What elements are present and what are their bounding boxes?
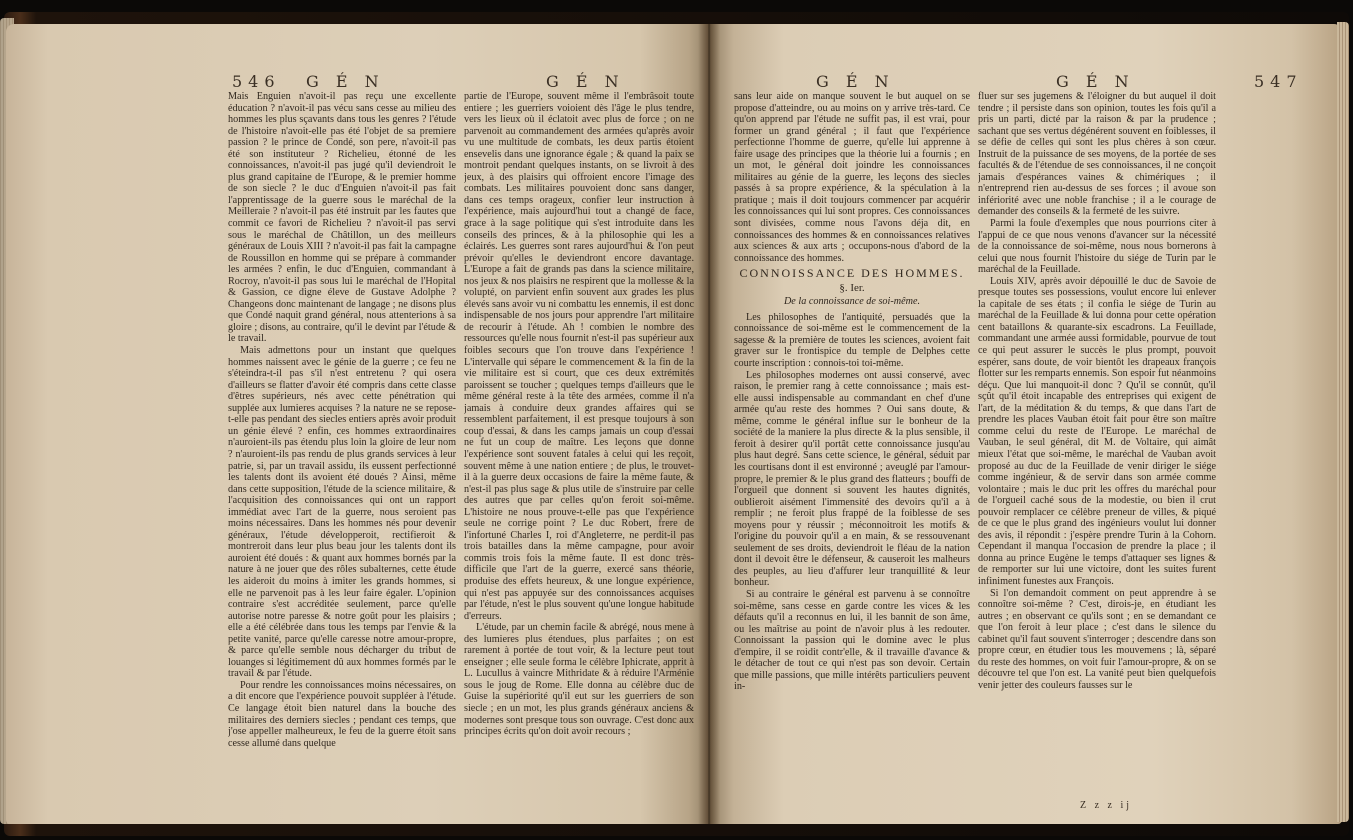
running-head-left-col2: G É N [546,72,625,91]
paragraph: Les philosophes modernes ont aussi conservé, avec raison, le premier rang à cette connoissance ; mais est-elle aussi indispensable au commandant en chef d'une armée qu'au reste des hommes ? Oui sans doute, & même, comme le général influe sur le bonheur de la société de la maniere la plus directe & la plus sensible, il feroit à desirer qu'il portât cette connoissance jusqu'au plus haut degré. Sans cette science, le général, séduit par les courtisans dont il est environné ; aveuglé par l'amour-propre, le premier & le plus grand des flatteurs ; bouffi de l'orgueil que donnent si souvent les hautes dignités, oublieroit aisément l'immensité des devoirs qu'il a à remplir ; ne feroit plus frappé de la foiblesse de ses moyens pour y réussir ; méconnoitroit les motifs & l'origine du pouvoir qu'il a en main, & se ressouvenant seulement de ses droits, deviendroit le fléau de la nation dont il devoit être le défenseur, & causeroit les malheurs des peuples, au lieu d'affurer leur tranquillité & leur bonheur. [734,369,970,589]
running-head-left-col1: G É N [306,72,385,91]
page-edges-right [1337,22,1349,822]
top-border [0,0,1353,12]
paragraph: Si au contraire le général est parvenu à se connoître soi-même, sans cesse en garde contre les vices & les défauts qu'il a reconnus en lui, il les bannit de son âme, ou les maîtrise au point de n'avoir plus à les redouter. Connoissant la passion qui le domine avec le plus d'empire, il se roidit contr'elle, & il travaille d'avance & le détacher de tout ce qui n'est pas son devoir. Certain que mille passions, que mille intérêts particuliers peuvent in- [734,588,970,693]
page-number-right: 547 [1254,72,1303,91]
section-subtitle: De la connoissance de soi-même. [783,296,921,308]
left-column-1 [228,91,456,813]
running-head-right-col1: G É N [816,72,895,91]
paragraph: Mais admettons pour un instant que quelques hommes naissent avec le génie de la guerre ; ce feu ne s'éteindra-t-il pas s'il n'est entretenu ? qui osera d'ailleurs se flatter d'avoir été compris dans cette classe d'êtres supérieurs, nés avec cette pénétration qui supplée aux lumieres acquises ? la nature ne se repose-t-elle pas pendant des siecles entiers après avoir produit un génie élevé ? enfin, ces hommes extraordinaires n'auroient-ils pas étendu plus loin la gloire de leur nom ? n'auroient-ils pas rendu de plus grands services à leur patrie, si, par un travail assidu, ils eussent perfectionné les talents dont ils avoient été doués ? Ainsi, même dans cette supposition, l'étude de la science militaire, & l'acquisition des connoissances qui ont un rapport immédiat avec l'art de la guerre, nous seroient pas moins nécessaires. Dans les hommes nés pour devenir généraux, l'étude développeroit, rectifieroit & montreroit dans leur plus beau jour les talents dont ils auroient été doués : & quant aux hommes bornés par la nature à ne jouer que des rôles subalternes, cette étude les aideroit du moins à imiter les grands hommes, si elle ne parvenoit pas à les leur faire égaler. L'opinion contraire s'est accréditée seulement, parce qu'elle autorise notre paresse & notre goût pour les plaisirs ; elle a été célébrée dans tous les temps par l'envie & la petite vanité, parce qu'elle caresse notre amour-propre, & parce qu'elle semble nous décharger du tribut de louanges si légitimement dû aux hommes formés par le travail & par l'étude. [228,345,456,680]
left-page [6,24,710,824]
right-column-1 [734,91,970,803]
right-page [708,24,1342,824]
book-gutter [698,24,720,824]
paragraph: partie de l'Europe, souvent même il l'embrâsoit toute entiere ; les guerriers voioient dès l'âge le plus tendre, vers les lieux où il éclatoit avec plus de force ; on ne parvenoit au commandement des armées qu'après avoir vu une multitude de combats, les deux partis étoient ensevelis dans une ignorance égale ; & quand la paix se montroit pendant quelques instants, on se livroit à des jeux, à des plaisirs qui offroient encore l'image des combats. Les militaires pouvoient donc sans danger, dans ces temps orageux, confier leur instruction à l'expérience, mais aujourd'hui tout a changé de face, grace à la sage politique qui s'est introduite dans les conseils des princes, & à la philosophie qui les a éclairés. Les guerres sont rares aujourd'hui & l'on peut prévoir qu'elles le deviendront encore davantage. L'Europe a fait de grands pas dans la science militaire, nos jeux & nos plaisirs ne respirent que la mollesse & la volupté, on parvient enfin souvent aux grades les plus élevés sans avoir vu ni combattu les ennemis, il est donc indispensable de nos jours pour apprendre l'art militaire de recourir à l'étude. Ah ! combien le nombre des ressources qu'elle nous fournit n'est-il pas supérieur aux foibles secours que l'on trouve dans l'expérience ! L'intervalle qui sépare le commencement & la fin de la vie militaire est si court, que ces deux extrémités paroissent se toucher ; quelques temps d'ailleurs que le même général reste à la tête des armées, comme il n'a jamais à conduire deux grandes affaires qui se ressemblent parfaitement, il est presque toujours à son coup d'essai, & dans les camps jamais un coup d'essai ne fut un coup de maître. Les leçons que donne l'expérience sont souvent fatales à celui qui les reçoit, souvent même à une nation entiere ; de plus, le trouvet-il à la guerre deux occasions de faire la même faute, & n'est-il pas plus sage & plus utile de s'instruire par celle des autres que par celles qu'on feroit soi-même. L'histoire ne nous prouve-t-elle pas que l'expérience seule ne corrige point ? Le duc Robert, frere de l'infortuné Charles I, roi d'Angleterre, ne perdit-il pas trois batailles dans la même campagne, pour avoir commis trois fois la même faute. Il est donc très-difficile que l'art de la guerre, exercé sans théorie, produise des effets heureux, & une longue expérience, qui n'est pas appuyée sur des connoissances acquises par l'étude, n'est le plus souvent qu'une longue habitude d'erreurs. [464,91,694,622]
paragraph: Mais Enguien n'avoit-il pas reçu une excellente éducation ? n'avoit-il pas vécu sans cesse au milieu des hommes les plus sçavants dans tous les genres ? l'étude de l'histoire n'avoit-elle pas été l'objet de sa premiere passion ? le prince de Condé, son pere, n'avoit-il pas été son instituteur ? Richelieu, étonné de les connoissances, n'avoit-il pas jugé qu'il deviendroit le plus grand capitaine de l'Europe, & le premier homme de son siecle ? le duc d'Enguien n'avoit-il pas fait l'apprentissage de la guerre sous le maréchal de la Meilleraie ? n'avoit-il pas été instruit par les fautes que commit ce favori de Richelieu ? n'avoit-il pas servi sous le maréchal de Châtillon, un des meilleurs généraux de Louis XIII ? n'avoit-il pas fait la campagne de Roussillon en homme qui se prépare à commander les armées ? enfin, le duc d'Enguien, commandant à Rocroy, n'avoit-il pas sous lui le maréchal de l'Hopital & Gassion, ce digne éleve de Gustave Adolphe ? Changeons donc maintenant de langage ; ne disons plus que Condé naquit grand général, nous attenterions à sa gloire ; disons, au contraire, qu'il le devint par l'étude & le travail. [228,91,456,345]
section-title: CONNOISSANCE DES HOMMES. [739,266,965,281]
paragraph: Pour rendre les connoissances moins nécessaires, on a dit encore que l'expérience pouvoit suppléer à l'étude. Ce langage étoit bien naturel dans la bouche des militaires des derniers siecles ; pendant ces temps, que j'ose appeller malheureux, le feu de la guerre étoit sans cesse allumé dans quelque [228,679,456,749]
section-number: §. Ier. [839,281,865,294]
signature-mark: Z z z ij [1080,800,1133,811]
paragraph: Parmi la foule d'exemples que nous pourrions citer à l'appui de ce que nous venons d'avancer sur la nécessité de la connoissance de soi-même, nous nous bornerons à celui que nous fournit l'histoire du siége de Turin par le maréchal de la Feuillade. [978,218,1216,276]
paragraph: Si l'on demandoit comment on peut apprendre à se connoître soi-même ? C'est, dirois-je, en étudiant les autres ; en observant ce qu'ils sont ; en se demandant ce que l'on feroit à leur place ; c'est dans le silence du cabinet qu'il faut souvent s'interroger ; descendre dans son propre cœur, en étudier tous les mouvemens ; là, séparé du reste des hommes, on voit fuir l'amour-propre, & on se découvre tel que l'on est. La vanité peut bien quelquefois venir jetter des couleurs fausses sur le [978,587,1216,691]
page-number-left: 546 [232,72,281,91]
paragraph: sans leur aide on manque souvent le but auquel on se propose d'atteindre, ou au moins on y arrive très-tard. Ce qu'on apprend par l'étude ne suffit pas, il est vrai, pour former un grand général ; il faut que l'expérience perfectionne l'homme de guerre, qu'elle lui apprenne à faire usage des principes que la théorie lui a fournis ; en un mot, le général doit joindre les connoissances militaires au génie de la guerre, les leçons des siecles passés à sa propre expérience, & la spéculation à la pratique ; mais il doit toujours commencer par acquérir les connoissances qui lui sont propres. Ces connoissances sont divisées, comme nous l'avons déja dit, en connoissances des hommes & en connoissances relatives aux sciences & aux arts ; occupons-nous d'abord de la connoissance des hommes. [734,91,970,264]
paragraph: Les philosophes de l'antiquité, persuadés que la connoissance de soi-même est le commencement de la sagesse & la première de toutes les sciences, avoient fait graver sur le frontispice du temple de Delphes cette courte inscription : connois-toi toi-même. [734,311,970,370]
running-head-right-col2: G É N [1056,72,1135,91]
right-column-2 [978,91,1216,803]
paragraph: fluer sur ses jugemens & l'éloigner du but auquel il doit tendre ; il persiste dans son opinion, toutes les fois qu'il a pris un parti, dicté par la raison & par la prudence ; sachant que ses vertus dégénérent souvent en foiblesses, il se défie de celles qui sont les plus chères à son cœur. Instruit de la puissance de ses moyens, de la portée de ses facultés & de l'étendue de ses connoissances, il ne conçoit jamais d'espérances vaines & chimériques ; il n'entreprend rien au-dessus de ses forces ; il avoue son infériorité avec une noble franchise ; il a le courage de demander des conseils & la fermeté de les suivre. [978,91,1216,218]
paragraph: L'étude, par un chemin facile & abrégé, nous mene à des lumieres plus étendues, plus parfaites ; on est rarement à portée de tout voir, & la lecture peut tout enseigner ; elle seule forma le célèbre Iphicrate, apprit à L. Lucullus à vaincre Mithridate & à réduire l'Arménie sous le joug de Rome. Elle donna au célèbre duc de Guise la supériorité qu'il eut sur les guerriers de son siecle ; en un mot, les plus grands généraux anciens & modernes sont presque tous son ouvrage. C'est donc aux principes écrits qu'on doit avoir recours ; [464,622,694,738]
left-column-2 [464,91,694,813]
paragraph: Louis XIV, après avoir dépouillé le duc de Savoie de presque toutes ses possessions, voulut encore lui enlever la capitale de ses états ; il confia le siége de Turin au maréchal de la Feuillade & lui donna pour cette opération cent bataillons & quarante-six escadrons. La Feuillade, commandant une armée aussi formidable, pourvue de tout ce qui peut assurer le succès le plus prompt, pouvoit espérer, sans doute, de voir bientôt les drapeaux françois flotter sur les remparts ennemis. Son espoir fut néanmoins déçu. Que lui manquoit-il donc ? Qu'il se connût, qu'il sçût qu'il étoit incapable des entreprises qui exigent de l'art, de la méditation & du temps, & que dans l'art de prendre les places Vauban étoit fait pour être son maître comme celui du reste de l'Europe. Le maréchal de Vauban, le seul général, dit M. de Voltaire, qui aimât mieux l'état que soi-même, le maréchal de Vauban avoit proposé au duc de la Feuillade de venir diriger le siége comme ingénieur, & de servir dans son armée comme volontaire ; mais le duc prit les offres du maréchal pour de l'orgueil caché sous de la modestie, ou bien il crut pouvoir remplacer ce célèbre preneur de villes, & piqué de ce que le plus grand des ingénieurs voulut lui donner des avis, il répondit : j'espère prendre Turin à la Cohorn. Cependant il manqua l'occasion de prendre la place ; il donna au prince Eugène le temps d'attaquer ses lignes & de remporter sur lui une victoire, dont les suites furent infiniment funestes aux François. [978,275,1216,587]
